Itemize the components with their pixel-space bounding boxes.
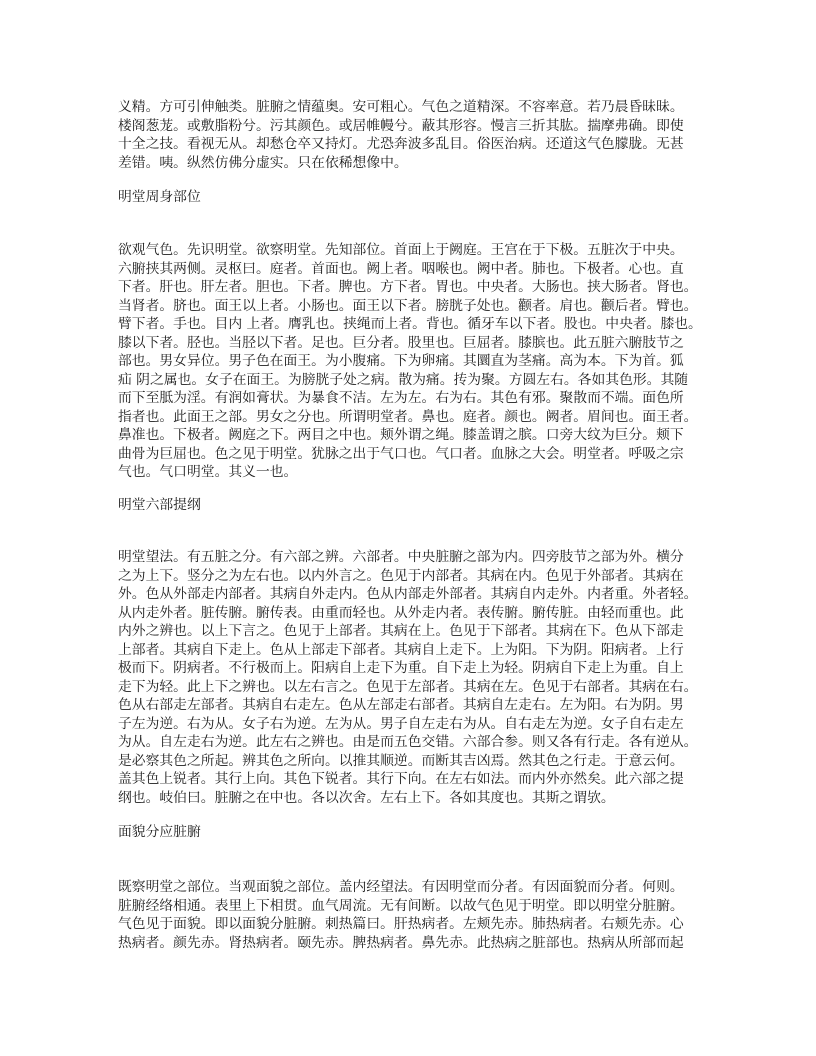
text-line: 下者。肝也。肝左者。胆也。下者。脾也。方下者。胃也。中央者。大肠也。挟大肠者。肾也。: [118, 279, 698, 295]
text-line: 指者也。此面王之部。男女之分也。所谓明堂者。鼻也。庭者。颜也。阙者。眉间也。面王者。: [118, 408, 698, 425]
text-line: 臂下者。手也。目内 上者。膺乳也。挟绳而上者。背也。循牙车以下者。股也。中央者。膝也。: [118, 316, 702, 332]
text-line: 疝 阴之属也。女子在面王。为膀胱子处之病。散为痛。抟为聚。方圆左右。各如其色形。其随: [118, 371, 689, 388]
text-line: 脏腑经络相通。表里上下相贯。血气周流。无有间断。以故气色见于明堂。即以明堂分脏腑。: [118, 897, 684, 914]
text-line: 纲也。岐伯曰。脏腑之在中也。各以次舍。左右上下。各如其度也。其斯之谓欤。: [118, 789, 615, 806]
text-line: 盖其色上锐者。其行上向。其色下锐者。其行下向。在左右如法。而内外亦然矣。此六部之提: [118, 771, 684, 787]
text-line: 膝以下者。胫也。当胫以下者。足也。巨分者。股里也。巨屈者。膝膑也。此五脏六腑肢节之: [118, 334, 684, 351]
paragraph-1: [118, 98, 718, 172]
text-line: 六腑挟其两侧。灵枢曰。庭者。首面也。阙上者。咽喉也。阙中者。肺也。下极者。心也。直: [118, 260, 684, 277]
text-line: 十全之技。看视无从。却愁仓卒又持灯。尤恐奔波多乱目。俗医治病。还道这气色朦胧。无甚: [118, 136, 684, 152]
text-line: 气色见于面貌。即以面貌分脏腑。刺热篇曰。肝热病者。左颊先赤。肺热病者。右颊先赤。心: [118, 916, 684, 932]
text-line: 气也。气口明堂。其义一也。: [118, 464, 298, 480]
text-line: 子左为逆。右为从。女子右为逆。左为从。男子自左走右为从。自右走左为逆。女子自右走左: [118, 715, 684, 732]
text-line: 上部者。其病自下走上。色从上部走下部者。其病自上走下。上为阳。下为阴。阳病者。上行: [118, 641, 684, 658]
text-line: 楼阁葱茏。或敷脂粉兮。污其颜色。或居帷幔兮。蔽其形容。慢言三折其肱。揣摩弗确。即使: [118, 117, 684, 134]
paragraph-2: [118, 241, 718, 482]
section-heading-mingtang-body-positions: 明堂周身部位: [118, 189, 201, 205]
text-line: 曲骨为巨屈也。色之见于明堂。犹脉之出于气口也。气口者。血脉之大会。明堂者。呼吸之宗: [118, 445, 684, 462]
text-line: 热病者。颜先赤。肾热病者。颐先赤。脾热病者。鼻先赤。此热病之脏部也。热病从所部而起: [118, 934, 684, 951]
paragraph-4: [118, 878, 718, 952]
text-line: 是必察其色之所起。辨其色之所向。以推其顺逆。而断其吉凶焉。然其色之行走。于意云何。: [118, 752, 684, 769]
text-line: 明堂望法。有五脏之分。有六部之辨。六部者。中央脏腑之部为内。四旁肢节之部为外。横分: [118, 549, 684, 565]
text-line: 走下为轻。此上下之辨也。以左右言之。色见于左部者。其病在左。色见于右部者。其病在右。: [118, 678, 698, 695]
text-line: 内外之辨也。以上下言之。色见于上部者。其病在上。色见于下部者。其病在下。色从下部走: [118, 623, 684, 639]
text-line: 鼻准也。下极者。阙庭之下。两目之中也。颊外谓之绳。膝盖谓之膑。口旁大纹为巨分。颊下: [118, 427, 684, 443]
text-line: 色从右部走左部者。其病自右走左。色从左部走右部者。其病自左走右。左为阳。右为阴。男: [118, 697, 684, 713]
text-line: 既察明堂之部位。当观面貌之部位。盖内经望法。有因明堂而分者。有因面貌而分者。何则。: [118, 879, 684, 895]
text-line: 之为上下。竖分之为左右也。以内外言之。色见于内部者。其病在内。色见于外部者。其病在: [118, 567, 684, 584]
paragraph-3: [118, 548, 718, 807]
section-heading-mingtang-six-parts: 明堂六部提纲: [118, 497, 201, 513]
text-line: 外。色从外部走内部者。其病自外走内。色从内部走外部者。其病自内走外。内者重。外者轻。: [118, 586, 698, 602]
text-line: 极而下。阴病者。不行极而上。阳病自上走下为重。自下走上为轻。阴病自下走上为重。自上: [118, 660, 684, 676]
text-line: 差错。咦。纵然仿佛分虚实。只在依稀想像中。: [118, 154, 408, 171]
text-line: 义精。方可引伸触类。脏腑之情蕴奥。安可粗心。气色之道精深。不容率意。若乃晨昏昧昧。: [118, 99, 684, 115]
text-line: 为从。自左走右为逆。此左右之辨也。由是而五色交错。六部合参。则又各有行走。各有逆从。: [118, 734, 698, 750]
text-line: 欲观气色。先识明堂。欲察明堂。先知部位。首面上于阙庭。王宫在于下极。五脏次于中央。: [118, 242, 684, 258]
section-heading-face-organs: 面貌分应脏腑: [118, 824, 201, 840]
text-line: 而下至胝为淫。有润如膏状。为暴食不洁。左为左。右为右。其色有邪。聚散而不端。面色所: [118, 390, 684, 406]
text-line: 部也。男女异位。男子色在面王。为小腹痛。下为卵痛。其圜直为茎痛。高为本。下为首。狐: [118, 353, 684, 369]
text-line: 从内走外者。脏传腑。腑传表。由重而轻也。从外走内者。表传腑。腑传脏。由轻而重也。此: [118, 604, 684, 621]
text-line: 当肾者。脐也。面王以上者。小肠也。面王以下者。膀胱子处也。颧者。肩也。颧后者。臂也。: [118, 297, 698, 314]
